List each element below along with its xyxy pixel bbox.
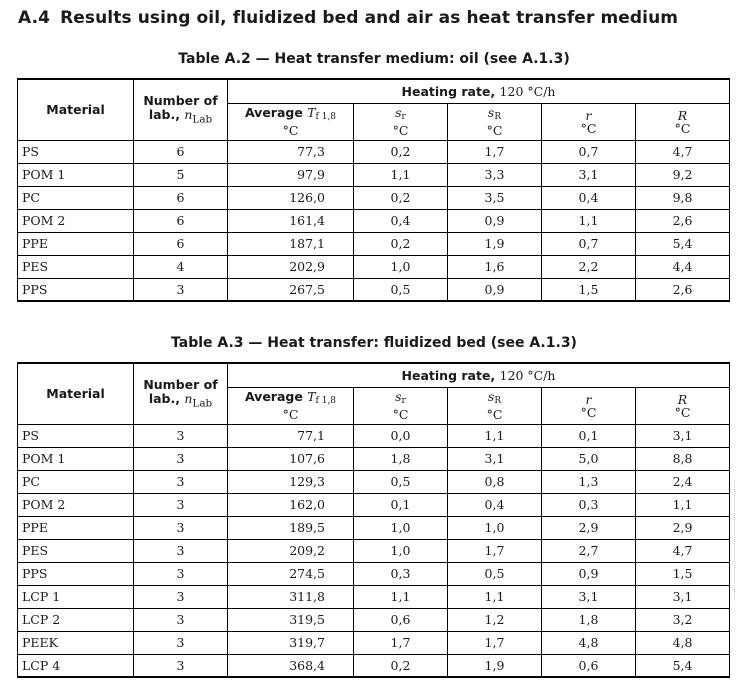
cell-R: 3,1 <box>636 585 730 608</box>
cell-material: PC <box>18 186 134 209</box>
cell-material: POM 2 <box>18 209 134 232</box>
cell-sR: 1,9 <box>448 232 542 255</box>
cell-material: PC <box>18 470 134 493</box>
margin-stamp <box>734 480 741 600</box>
cell-R: 4,8 <box>636 631 730 654</box>
cell-material: LCP 2 <box>18 608 134 631</box>
cell-labs: 3 <box>134 447 228 470</box>
cell-sR: 1,1 <box>448 424 542 447</box>
cell-R: 8,8 <box>636 447 730 470</box>
cell-sR: 0,8 <box>448 470 542 493</box>
cell-labs: 3 <box>134 470 228 493</box>
cell-r: 2,7 <box>542 539 636 562</box>
cell-material: PES <box>18 539 134 562</box>
cell-R: 1,5 <box>636 562 730 585</box>
cell-sr: 1,0 <box>354 255 448 278</box>
header-R: R °C <box>636 387 730 424</box>
table-row <box>18 470 730 493</box>
table-row <box>18 654 730 677</box>
cell-average: 209,2 <box>228 539 354 562</box>
cell-sR: 1,9 <box>448 654 542 677</box>
cell-material: PPS <box>18 562 134 585</box>
cell-average: 162,0 <box>228 493 354 516</box>
cell-sR: 0,9 <box>448 209 542 232</box>
cell-sR: 1,7 <box>448 631 542 654</box>
cell-sr: 0,0 <box>354 424 448 447</box>
cell-sR: 3,1 <box>448 447 542 470</box>
cell-r: 2,9 <box>542 516 636 539</box>
cell-sr: 0,2 <box>354 232 448 255</box>
table-caption: Table A.2 — Heat transfer medium: oil (see A.1.3) <box>178 51 570 67</box>
table-row <box>18 562 730 585</box>
header-r: r °C <box>542 387 636 424</box>
cell-material: POM 2 <box>18 493 134 516</box>
cell-sR: 1,6 <box>448 255 542 278</box>
cell-labs: 5 <box>134 163 228 186</box>
cell-r: 1,8 <box>542 608 636 631</box>
section-title-text: Results using oil, fluidized bed and air as heat transfer medium <box>60 8 679 28</box>
table-row <box>18 424 730 447</box>
cell-labs: 3 <box>134 278 228 301</box>
table-row <box>18 539 730 562</box>
cell-R: 9,8 <box>636 186 730 209</box>
cell-labs: 3 <box>134 493 228 516</box>
cell-r: 3,1 <box>542 585 636 608</box>
cell-average: 189,5 <box>228 516 354 539</box>
cell-R: 2,9 <box>636 516 730 539</box>
cell-sr: 0,3 <box>354 562 448 585</box>
cell-labs: 3 <box>134 631 228 654</box>
header-row <box>18 363 730 387</box>
cell-R: 1,1 <box>636 493 730 516</box>
table-row <box>18 447 730 470</box>
cell-average: 77,3 <box>228 140 354 163</box>
heating-rate-value: 120 °C/h <box>499 83 556 99</box>
cell-R: 3,1 <box>636 424 730 447</box>
cell-r: 5,0 <box>542 447 636 470</box>
cell-r: 1,1 <box>542 209 636 232</box>
cell-average: 187,1 <box>228 232 354 255</box>
cell-average: 161,4 <box>228 209 354 232</box>
header-heating-rate <box>228 79 730 103</box>
cell-R: 5,4 <box>636 232 730 255</box>
header-R: R °C <box>636 103 730 140</box>
table-row <box>18 255 730 278</box>
cell-sR: 0,4 <box>448 493 542 516</box>
cell-labs: 6 <box>134 232 228 255</box>
header-average: Average $T_{f 1,8}$ °C <box>228 387 354 424</box>
cell-material: PPS <box>18 278 134 301</box>
header-material: Material <box>18 79 134 140</box>
table-row <box>18 278 730 301</box>
cell-sR: 3,3 <box>448 163 542 186</box>
cell-sr: 0,6 <box>354 608 448 631</box>
header-nlab-symbol: $n_{Lab}$ <box>184 106 213 125</box>
cell-r: 0,7 <box>542 140 636 163</box>
cell-sr: 0,4 <box>354 209 448 232</box>
cell-average: 267,5 <box>228 278 354 301</box>
table-caption: Table A.3 — Heat transfer: fluidized bed (see A.1.3) <box>171 335 577 351</box>
cell-labs: 3 <box>134 585 228 608</box>
cell-average: 311,8 <box>228 585 354 608</box>
cell-material: LCP 1 <box>18 585 134 608</box>
cell-sr: 0,2 <box>354 654 448 677</box>
cell-sR: 1,1 <box>448 585 542 608</box>
cell-material: LCP 4 <box>18 654 134 677</box>
header-r: r °C <box>542 103 636 140</box>
cell-sR: 0,5 <box>448 562 542 585</box>
cell-R: 9,2 <box>636 163 730 186</box>
header-number-of-labs <box>134 79 228 140</box>
cell-sr: 1,0 <box>354 539 448 562</box>
cell-average: 368,4 <box>228 654 354 677</box>
section-heading <box>18 8 678 28</box>
cell-labs: 4 <box>134 255 228 278</box>
cell-average: 107,6 <box>228 447 354 470</box>
cell-labs: 3 <box>134 562 228 585</box>
heating-rate-value: 120 °C/h <box>499 367 556 383</box>
cell-sR: 1,0 <box>448 516 542 539</box>
header-number-of-text: Number of <box>143 376 218 392</box>
cell-R: 4,7 <box>636 140 730 163</box>
cell-r: 3,1 <box>542 163 636 186</box>
cell-labs: 3 <box>134 654 228 677</box>
cell-r: 0,6 <box>542 654 636 677</box>
cell-r: 0,7 <box>542 232 636 255</box>
table-row <box>18 585 730 608</box>
cell-R: 4,7 <box>636 539 730 562</box>
cell-sr: 1,1 <box>354 585 448 608</box>
table-row <box>18 163 730 186</box>
cell-material: PS <box>18 424 134 447</box>
cell-material: PPE <box>18 516 134 539</box>
results-table-fluidized-bed <box>17 362 730 678</box>
header-labs-abbrev: lab., <box>148 390 185 406</box>
cell-average: 129,3 <box>228 470 354 493</box>
heating-rate-label: Heating rate, <box>401 83 496 99</box>
cell-material: PEEK <box>18 631 134 654</box>
cell-material: PES <box>18 255 134 278</box>
header-average: Average $T_{f 1,8}$ °C <box>228 103 354 140</box>
cell-R: 5,4 <box>636 654 730 677</box>
cell-R: 2,4 <box>636 470 730 493</box>
header-number-of-labs <box>134 363 228 424</box>
cell-average: 202,9 <box>228 255 354 278</box>
cell-sr: 1,1 <box>354 163 448 186</box>
cell-r: 0,1 <box>542 424 636 447</box>
cell-sr: 1,8 <box>354 447 448 470</box>
cell-r: 1,5 <box>542 278 636 301</box>
table-row <box>18 186 730 209</box>
cell-sr: 0,5 <box>354 278 448 301</box>
cell-sr: 0,1 <box>354 493 448 516</box>
section-number: A.4 <box>18 8 51 28</box>
cell-labs: 6 <box>134 140 228 163</box>
table-row <box>18 516 730 539</box>
cell-sr: 0,2 <box>354 186 448 209</box>
header-material: Material <box>18 363 134 424</box>
header-row <box>18 79 730 103</box>
cell-average: 319,7 <box>228 631 354 654</box>
header-sR: $s_R$ °C <box>448 103 542 140</box>
cell-labs: 3 <box>134 424 228 447</box>
cell-labs: 6 <box>134 186 228 209</box>
cell-average: 274,5 <box>228 562 354 585</box>
header-nlab-symbol: $n_{Lab}$ <box>184 390 213 409</box>
cell-sR: 1,7 <box>448 140 542 163</box>
header-sr: $s_r$ °C <box>354 103 448 140</box>
table-row <box>18 493 730 516</box>
cell-R: 4,4 <box>636 255 730 278</box>
header-number-of-text: Number of <box>143 92 218 108</box>
table-row <box>18 608 730 631</box>
cell-average: 97,9 <box>228 163 354 186</box>
header-sr: $s_r$ °C <box>354 387 448 424</box>
cell-sR: 1,7 <box>448 539 542 562</box>
cell-material: PS <box>18 140 134 163</box>
cell-sR: 0,9 <box>448 278 542 301</box>
table-row <box>18 140 730 163</box>
cell-R: 2,6 <box>636 278 730 301</box>
cell-labs: 3 <box>134 516 228 539</box>
cell-material: POM 1 <box>18 163 134 186</box>
heating-rate-label: Heating rate, <box>401 367 496 383</box>
cell-r: 0,3 <box>542 493 636 516</box>
table-row <box>18 631 730 654</box>
cell-r: 0,9 <box>542 562 636 585</box>
cell-average: 319,5 <box>228 608 354 631</box>
cell-sr: 0,5 <box>354 470 448 493</box>
cell-sR: 3,5 <box>448 186 542 209</box>
header-labs-abbrev: lab., <box>148 106 185 122</box>
cell-material: PPE <box>18 232 134 255</box>
cell-r: 0,4 <box>542 186 636 209</box>
cell-sr: 0,2 <box>354 140 448 163</box>
cell-r: 4,8 <box>542 631 636 654</box>
table-row <box>18 209 730 232</box>
cell-labs: 6 <box>134 209 228 232</box>
cell-labs: 3 <box>134 608 228 631</box>
cell-sr: 1,7 <box>354 631 448 654</box>
cell-sr: 1,0 <box>354 516 448 539</box>
table-row <box>18 232 730 255</box>
cell-average: 126,0 <box>228 186 354 209</box>
cell-r: 1,3 <box>542 470 636 493</box>
cell-r: 2,2 <box>542 255 636 278</box>
results-table-oil <box>17 78 730 302</box>
cell-sR: 1,2 <box>448 608 542 631</box>
header-heating-rate <box>228 363 730 387</box>
cell-material: POM 1 <box>18 447 134 470</box>
cell-labs: 3 <box>134 539 228 562</box>
cell-average: 77,1 <box>228 424 354 447</box>
cell-R: 2,6 <box>636 209 730 232</box>
header-sR: $s_R$ °C <box>448 387 542 424</box>
cell-R: 3,2 <box>636 608 730 631</box>
